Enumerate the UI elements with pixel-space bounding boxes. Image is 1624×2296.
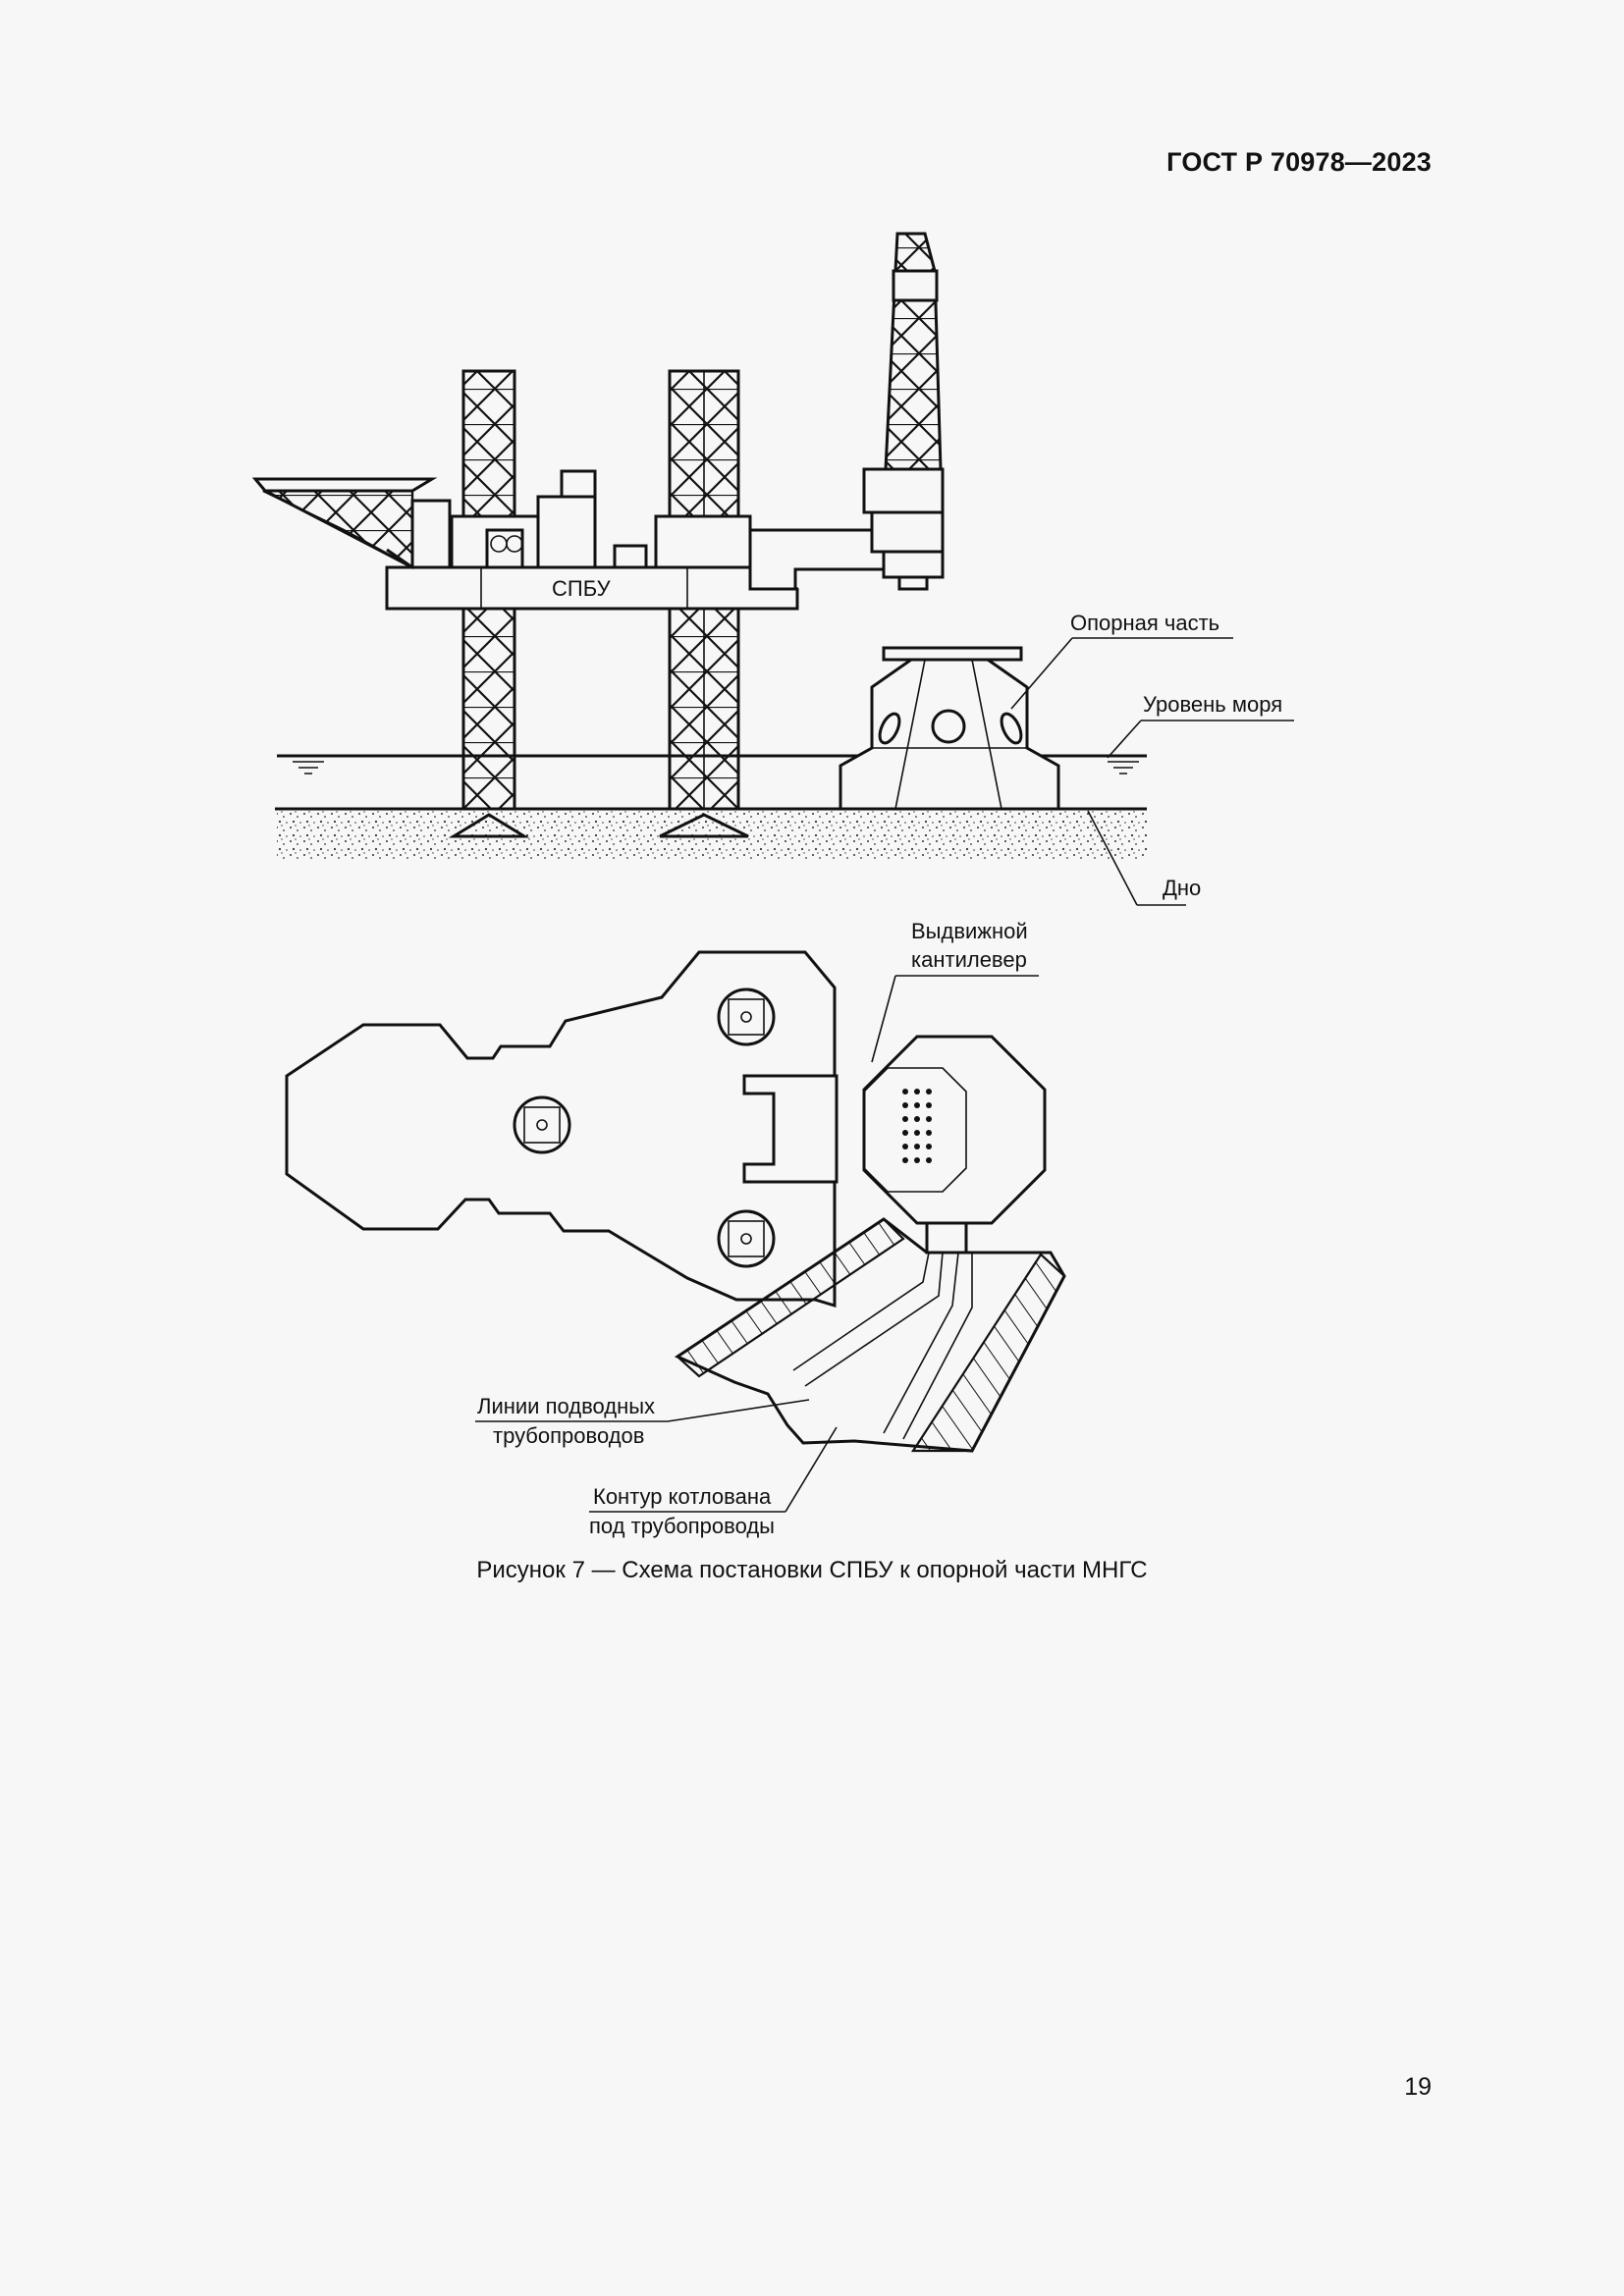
water-symbol-left (293, 762, 324, 774)
cantilever-plan (864, 1037, 1045, 1223)
elevation-view (255, 234, 1294, 905)
label-pipelines-line2: трубопроводов (493, 1423, 645, 1448)
drilling-derrick (864, 234, 943, 552)
document-code: ГОСТ Р 70978—2023 (1166, 147, 1432, 177)
label-support-part: Опорная часть (1070, 611, 1220, 635)
label-pit-line2: под трубопроводы (589, 1514, 775, 1538)
rig-hull-plan (287, 952, 835, 1306)
page-number: 19 (1404, 2073, 1432, 2101)
label-cantilever-line2: кантилевер (911, 947, 1027, 972)
helideck (255, 479, 432, 567)
leader-sea-level (1108, 721, 1294, 758)
label-sea-level: Уровень моря (1143, 692, 1283, 717)
label-seabed: Дно (1163, 876, 1202, 900)
label-cantilever-line1: Выдвижной (911, 919, 1028, 943)
label-pit-line1: Контур котлована (593, 1484, 772, 1509)
support-structure (840, 648, 1058, 809)
spbu-label: СПБУ (552, 576, 611, 601)
plan-view (287, 919, 1064, 1538)
water-symbol-right (1108, 762, 1139, 774)
figure-caption: Рисунок 7 — Схема постановки СПБУ к опорной части МНГС (476, 1557, 1148, 1583)
seabed-ground (277, 809, 1147, 860)
label-pipelines-line1: Линии подводных (477, 1394, 656, 1418)
